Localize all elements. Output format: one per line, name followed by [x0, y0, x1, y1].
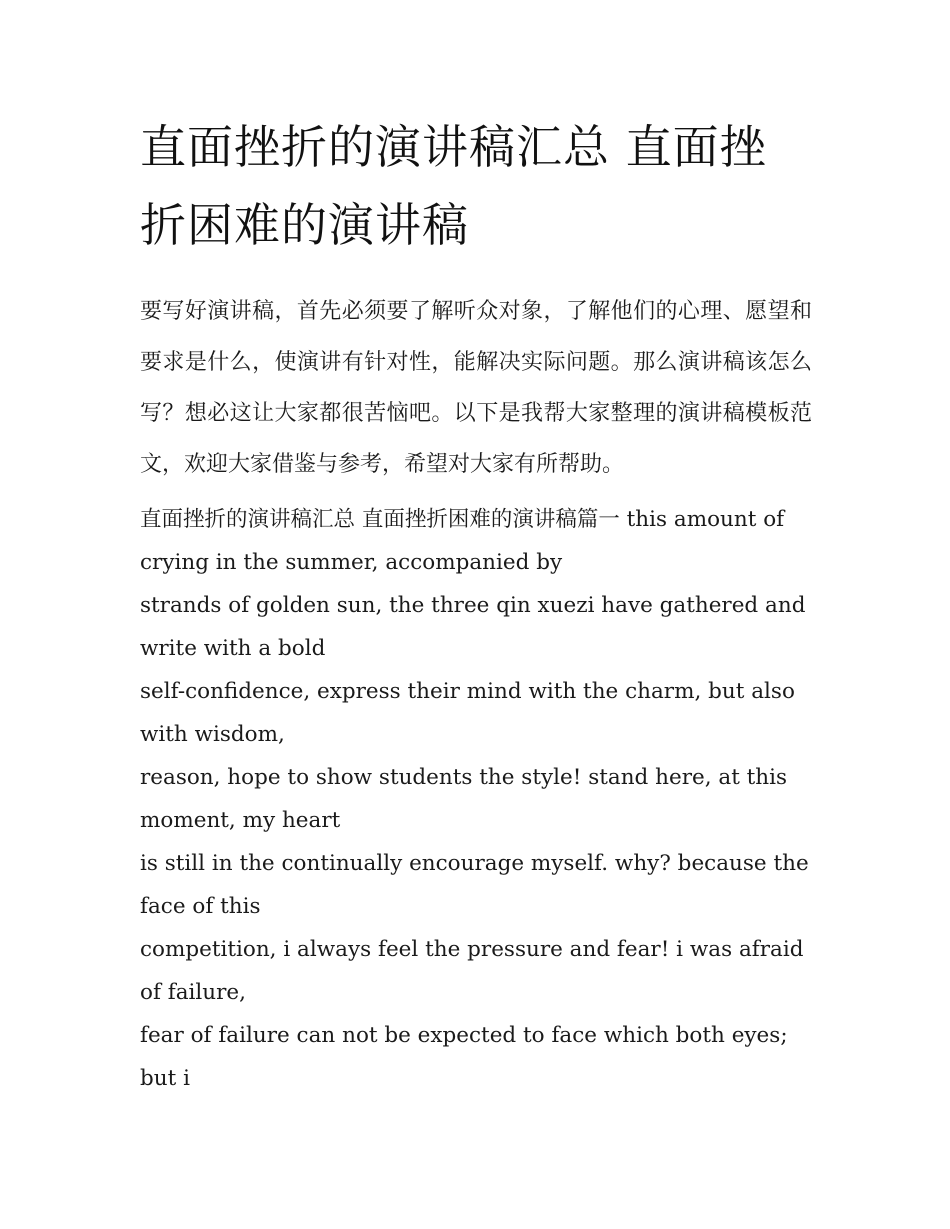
body-line: 直面挫折的演讲稿汇总 直面挫折困难的演讲稿篇一 this amount of crying in the summer, accompanied by — [140, 507, 785, 575]
document-title: 直面挫折的演讲稿汇总 直面挫折困难的演讲稿 — [140, 120, 767, 252]
document-page — [140, 108, 812, 1100]
body-line: self-confidence, express their mind with the charm, but also with wisdom, — [140, 679, 795, 747]
body-line: reason, hope to show students the style! stand here, at this moment, my heart — [140, 765, 788, 833]
body-line: competition, i always feel the pressure and fear! i was afraid of failure, — [140, 937, 804, 1005]
body-line: is still in the continually encourage myself. why? because the face of this — [140, 851, 809, 919]
body-line: fear of failure can not be expected to face which both eyes; but i — [140, 1023, 788, 1091]
speech-body — [140, 498, 812, 1100]
intro-paragraph: 要写好演讲稿，首先必须要了解听众对象，了解他们的心理、愿望和要求是什么，使演讲有针对性，能解决实际问题。那么演讲稿该怎么写？想必这让大家都很苦恼吧。以下是我帮大家整理的演讲稿模板范文，欢迎大家借鉴与参考，希望对大家有所帮助。 — [140, 299, 812, 477]
body-line: strands of golden sun, the three qin xuezi have gathered and write with a bold — [140, 593, 806, 661]
